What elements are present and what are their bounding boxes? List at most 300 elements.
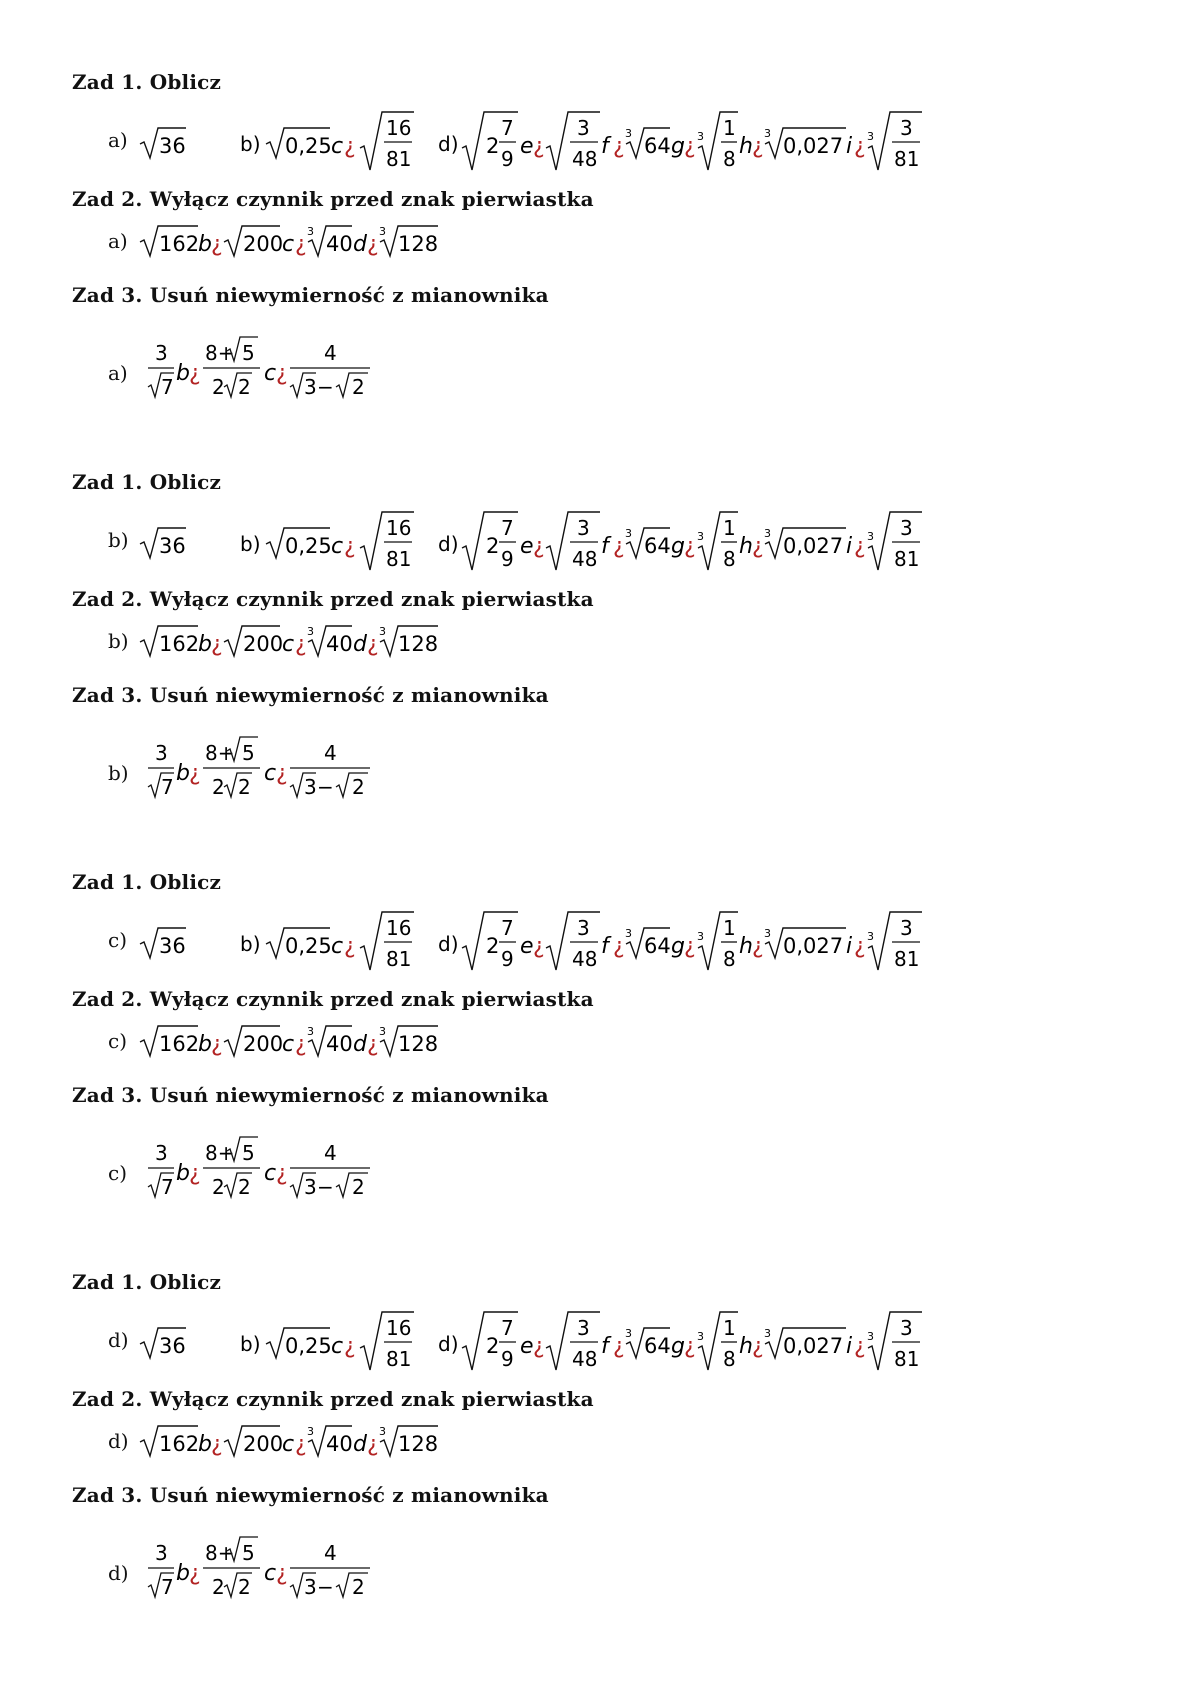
zad3-heading: Zad 3. Usuń niewymierność z mianownika xyxy=(72,1083,549,1107)
whole: 2 xyxy=(486,134,500,158)
letter-b: b xyxy=(176,1561,190,1586)
denominator-radicand: 2 xyxy=(238,375,251,399)
zad3-expressions xyxy=(146,735,506,805)
denominator-r2: 2 xyxy=(352,1575,365,1599)
sqrt-16-over-81 xyxy=(360,512,414,571)
cbrt-3-over-81 xyxy=(867,1312,922,1371)
numerator-prefix: 8+ xyxy=(205,1541,235,1565)
sqrt-36 xyxy=(140,1328,186,1358)
item-label: b) xyxy=(108,528,129,552)
denominator: 81 xyxy=(386,947,412,971)
sqrt-0-25 xyxy=(266,928,332,958)
fraction-8-plus-sqrt5-over-2sqrt2 xyxy=(203,1137,260,1199)
denominator: 81 xyxy=(386,547,412,571)
numerator: 3 xyxy=(155,1541,168,1565)
item-label: b) xyxy=(108,761,129,785)
letter-d: d xyxy=(353,1032,367,1057)
item-label-b: b) xyxy=(240,532,261,556)
fraction-4-over-sqrt3-minus-sqrt2 xyxy=(290,741,370,799)
fraction-8-plus-sqrt5-over-2sqrt2 xyxy=(203,737,260,799)
zad3-expressions xyxy=(146,1535,506,1605)
numerator-radicand: 5 xyxy=(242,341,255,365)
zad1-expressions xyxy=(138,906,958,976)
denominator: 8 xyxy=(723,547,736,571)
numerator: 3 xyxy=(577,1316,590,1340)
sqrt-0-25 xyxy=(266,1328,332,1358)
item-label: c) xyxy=(108,1161,128,1185)
inverted-question-glyph: ¿ xyxy=(211,232,223,257)
item-label: d) xyxy=(108,1561,129,1585)
letter-e: e xyxy=(520,534,534,559)
denominator: 9 xyxy=(501,547,514,571)
letter-d: d xyxy=(353,632,367,657)
zad1-expressions xyxy=(138,1306,958,1376)
inverted-question-glyph: ¿ xyxy=(533,534,545,559)
sqrt-2-7-9 xyxy=(462,512,518,571)
denominator-r1: 3 xyxy=(304,1175,317,1199)
inverted-question-glyph: ¿ xyxy=(752,934,764,959)
numerator: 3 xyxy=(900,916,913,940)
denominator-coef: 2 xyxy=(212,375,225,399)
inverted-question-glyph: ¿ xyxy=(276,361,288,386)
whole: 2 xyxy=(486,934,500,958)
numerator: 4 xyxy=(324,1141,337,1165)
sqrt-2-7-9 xyxy=(462,912,518,971)
minus-sign: − xyxy=(317,775,334,799)
letter-f: f xyxy=(601,134,609,159)
inverted-question-glyph: ¿ xyxy=(684,534,696,559)
cbrt-64 xyxy=(625,127,671,158)
inverted-question-glyph: ¿ xyxy=(613,934,625,959)
denominator-radicand: 7 xyxy=(161,775,174,799)
numerator-prefix: 8+ xyxy=(205,341,235,365)
numerator: 3 xyxy=(900,1316,913,1340)
zad1-row xyxy=(108,106,1108,176)
inverted-question-glyph: ¿ xyxy=(211,1032,223,1057)
denominator-radicand: 2 xyxy=(238,1175,251,1199)
denominator: 9 xyxy=(501,1347,514,1371)
numerator: 4 xyxy=(324,741,337,765)
zad3-row xyxy=(108,1135,1108,1205)
zad2-row xyxy=(108,1422,1108,1492)
item-label: b) xyxy=(108,629,129,653)
zad3-heading: Zad 3. Usuń niewymierność z mianownika xyxy=(72,683,549,707)
denominator-r1: 3 xyxy=(304,375,317,399)
letter-b: b xyxy=(198,232,212,257)
inverted-question-glyph: ¿ xyxy=(684,1334,696,1359)
letter-i: i xyxy=(846,534,853,559)
inverted-question-glyph: ¿ xyxy=(344,134,356,159)
cbrt-1-over-8 xyxy=(697,1312,738,1371)
denominator: 9 xyxy=(501,147,514,171)
inverted-question-glyph: ¿ xyxy=(367,232,379,257)
cbrt-0-027 xyxy=(764,1327,846,1358)
denominator: 8 xyxy=(723,1347,736,1371)
cbrt-40 xyxy=(307,625,353,656)
item-label-b: b) xyxy=(240,132,261,156)
cbrt-128 xyxy=(379,1025,438,1056)
cbrt-1-over-8 xyxy=(697,912,738,971)
root-index: 3 xyxy=(307,225,314,238)
radicand: 64 xyxy=(644,1334,671,1358)
letter-b: b xyxy=(176,1161,190,1186)
letter-c: c xyxy=(331,134,344,159)
fraction-8-plus-sqrt5-over-2sqrt2 xyxy=(203,337,260,399)
denominator: 81 xyxy=(894,947,920,971)
root-index: 3 xyxy=(697,530,704,543)
cbrt-40 xyxy=(307,1025,353,1056)
letter-i: i xyxy=(846,1334,853,1359)
denominator: 9 xyxy=(501,947,514,971)
item-label-d: d) xyxy=(438,532,459,556)
sqrt-2-7-9 xyxy=(462,1312,518,1371)
sqrt-200 xyxy=(224,1026,283,1056)
root-index: 3 xyxy=(764,127,771,140)
inverted-question-glyph: ¿ xyxy=(295,232,307,257)
radicand: 200 xyxy=(243,1432,284,1456)
cbrt-3-over-81 xyxy=(867,912,922,971)
fraction-4-over-sqrt3-minus-sqrt2 xyxy=(290,341,370,399)
sqrt-162 xyxy=(140,626,199,656)
denominator: 81 xyxy=(894,547,920,571)
root-index: 3 xyxy=(379,225,386,238)
radicand: 128 xyxy=(398,232,439,256)
radicand: 162 xyxy=(159,232,200,256)
letter-c: c xyxy=(282,632,295,657)
inverted-question-glyph: ¿ xyxy=(189,761,201,786)
cbrt-64 xyxy=(625,1327,671,1358)
sqrt-162 xyxy=(140,226,199,256)
radicand: 0,25 xyxy=(285,1334,332,1358)
root-index: 3 xyxy=(307,1025,314,1038)
letter-c: c xyxy=(331,934,344,959)
root-index: 3 xyxy=(625,927,632,940)
letter-h: h xyxy=(739,934,753,959)
inverted-question-glyph: ¿ xyxy=(752,134,764,159)
numerator: 16 xyxy=(386,516,412,540)
letter-c: c xyxy=(264,1161,277,1186)
radicand: 36 xyxy=(159,134,186,158)
root-index: 3 xyxy=(867,530,874,543)
radicand: 40 xyxy=(326,1432,353,1456)
root-index: 3 xyxy=(697,1330,704,1343)
sqrt-36 xyxy=(140,528,186,558)
root-index: 3 xyxy=(379,1025,386,1038)
denominator-coef: 2 xyxy=(212,1575,225,1599)
letter-c: c xyxy=(282,232,295,257)
cbrt-3-over-81 xyxy=(867,112,922,171)
cbrt-40 xyxy=(307,1425,353,1456)
sqrt-2-7-9 xyxy=(462,112,518,171)
denominator: 81 xyxy=(894,1347,920,1371)
radicand: 200 xyxy=(243,1032,284,1056)
numerator: 3 xyxy=(155,741,168,765)
inverted-question-glyph: ¿ xyxy=(367,1032,379,1057)
sqrt-16-over-81 xyxy=(360,912,414,971)
sqrt-36 xyxy=(140,928,186,958)
numerator: 16 xyxy=(386,916,412,940)
zad2-row xyxy=(108,622,1108,692)
item-label: a) xyxy=(108,361,128,385)
sqrt-162 xyxy=(140,1426,199,1456)
letter-h: h xyxy=(739,1334,753,1359)
numerator: 3 xyxy=(900,116,913,140)
cbrt-128 xyxy=(379,225,438,256)
numerator-radicand: 5 xyxy=(242,741,255,765)
whole: 2 xyxy=(486,1334,500,1358)
denominator: 48 xyxy=(572,947,598,971)
item-label-d: d) xyxy=(438,932,459,956)
item-label: a) xyxy=(108,229,128,253)
item-label-d: d) xyxy=(438,1332,459,1356)
minus-sign: − xyxy=(317,1575,334,1599)
fraction-8-plus-sqrt5-over-2sqrt2 xyxy=(203,1537,260,1599)
cbrt-64 xyxy=(625,927,671,958)
zad3-expressions xyxy=(146,335,506,405)
numerator-radicand: 5 xyxy=(242,1541,255,1565)
zad2-expressions xyxy=(138,222,558,262)
denominator-r1: 3 xyxy=(304,775,317,799)
denominator-r2: 2 xyxy=(352,375,365,399)
root-index: 3 xyxy=(379,625,386,638)
denominator: 48 xyxy=(572,547,598,571)
radicand: 128 xyxy=(398,632,439,656)
inverted-question-glyph: ¿ xyxy=(613,1334,625,1359)
letter-b: b xyxy=(176,761,190,786)
numerator: 7 xyxy=(501,116,514,140)
letter-i: i xyxy=(846,934,853,959)
denominator-radicand: 7 xyxy=(161,1175,174,1199)
root-index: 3 xyxy=(764,927,771,940)
letter-i: i xyxy=(846,134,853,159)
denominator-r2: 2 xyxy=(352,1175,365,1199)
denominator: 8 xyxy=(723,147,736,171)
numerator-prefix: 8+ xyxy=(205,741,235,765)
inverted-question-glyph: ¿ xyxy=(533,134,545,159)
numerator: 3 xyxy=(577,116,590,140)
numerator: 4 xyxy=(324,1541,337,1565)
inverted-question-glyph: ¿ xyxy=(276,761,288,786)
numerator-radicand: 5 xyxy=(242,1141,255,1165)
letter-g: g xyxy=(671,934,685,959)
radicand: 0,25 xyxy=(285,534,332,558)
zad1-heading: Zad 1. Oblicz xyxy=(72,70,222,94)
minus-sign: − xyxy=(317,1175,334,1199)
numerator: 16 xyxy=(386,1316,412,1340)
sqrt-3-over-48 xyxy=(546,112,600,171)
letter-c: c xyxy=(331,534,344,559)
root-index: 3 xyxy=(625,127,632,140)
numerator: 3 xyxy=(577,916,590,940)
radicand: 128 xyxy=(398,1032,439,1056)
denominator: 81 xyxy=(386,1347,412,1371)
inverted-question-glyph: ¿ xyxy=(211,632,223,657)
fraction-4-over-sqrt3-minus-sqrt2 xyxy=(290,1541,370,1599)
inverted-question-glyph: ¿ xyxy=(189,1161,201,1186)
zad2-heading: Zad 2. Wyłącz czynnik przed znak pierwiastka xyxy=(72,987,594,1011)
numerator: 7 xyxy=(501,916,514,940)
numerator: 7 xyxy=(501,1316,514,1340)
sqrt-162 xyxy=(140,1026,199,1056)
radicand: 40 xyxy=(326,1032,353,1056)
inverted-question-glyph: ¿ xyxy=(854,934,866,959)
numerator: 3 xyxy=(155,1141,168,1165)
inverted-question-glyph: ¿ xyxy=(295,1032,307,1057)
exercise-set xyxy=(0,400,1200,800)
denominator: 81 xyxy=(386,147,412,171)
denominator-radicand: 2 xyxy=(238,1575,251,1599)
radicand: 162 xyxy=(159,1032,200,1056)
cbrt-3-over-81 xyxy=(867,512,922,571)
inverted-question-glyph: ¿ xyxy=(752,1334,764,1359)
zad1-row xyxy=(108,506,1108,576)
letter-b: b xyxy=(198,632,212,657)
numerator: 1 xyxy=(723,1316,736,1340)
item-label-d: d) xyxy=(438,132,459,156)
letter-g: g xyxy=(671,1334,685,1359)
radicand: 64 xyxy=(644,934,671,958)
sqrt-200 xyxy=(224,1426,283,1456)
radicand: 0,027 xyxy=(783,134,844,158)
letter-f: f xyxy=(601,534,609,559)
whole: 2 xyxy=(486,534,500,558)
letter-d: d xyxy=(353,1432,367,1457)
minus-sign: − xyxy=(317,375,334,399)
inverted-question-glyph: ¿ xyxy=(295,632,307,657)
sqrt-3-over-48 xyxy=(546,1312,600,1371)
cbrt-1-over-8 xyxy=(697,112,738,171)
sqrt-200 xyxy=(224,626,283,656)
denominator: 48 xyxy=(572,1347,598,1371)
sqrt-200 xyxy=(224,226,283,256)
letter-h: h xyxy=(739,134,753,159)
inverted-question-glyph: ¿ xyxy=(533,934,545,959)
letter-g: g xyxy=(671,134,685,159)
zad1-expressions xyxy=(138,106,958,176)
inverted-question-glyph: ¿ xyxy=(189,361,201,386)
root-index: 3 xyxy=(867,1330,874,1343)
root-index: 3 xyxy=(307,1425,314,1438)
zad2-row xyxy=(108,1022,1108,1092)
root-index: 3 xyxy=(625,1327,632,1340)
inverted-question-glyph: ¿ xyxy=(684,934,696,959)
numerator: 3 xyxy=(577,516,590,540)
inverted-question-glyph: ¿ xyxy=(533,1334,545,1359)
radicand: 0,027 xyxy=(783,934,844,958)
item-label: a) xyxy=(108,128,128,152)
fraction-3-over-sqrt7 xyxy=(148,341,174,399)
zad3-row xyxy=(108,1535,1108,1605)
inverted-question-glyph: ¿ xyxy=(854,534,866,559)
zad3-expressions xyxy=(146,1135,506,1205)
radicand: 162 xyxy=(159,632,200,656)
numerator: 3 xyxy=(900,516,913,540)
letter-c: c xyxy=(264,761,277,786)
numerator-prefix: 8+ xyxy=(205,1141,235,1165)
denominator: 81 xyxy=(894,147,920,171)
root-index: 3 xyxy=(625,527,632,540)
root-index: 3 xyxy=(697,130,704,143)
cbrt-0-027 xyxy=(764,927,846,958)
root-index: 3 xyxy=(764,527,771,540)
zad2-row xyxy=(108,222,1108,292)
cbrt-40 xyxy=(307,225,353,256)
inverted-question-glyph: ¿ xyxy=(344,534,356,559)
numerator: 1 xyxy=(723,516,736,540)
zad1-expressions xyxy=(138,506,958,576)
letter-e: e xyxy=(520,934,534,959)
zad1-heading: Zad 1. Oblicz xyxy=(72,470,222,494)
letter-e: e xyxy=(520,134,534,159)
root-index: 3 xyxy=(697,930,704,943)
zad2-expressions xyxy=(138,1422,558,1462)
sqrt-3-over-48 xyxy=(546,912,600,971)
item-label: d) xyxy=(108,1429,129,1453)
exercise-set xyxy=(0,0,1200,400)
zad3-heading: Zad 3. Usuń niewymierność z mianownika xyxy=(72,1483,549,1507)
denominator: 48 xyxy=(572,147,598,171)
letter-b: b xyxy=(198,1032,212,1057)
sqrt-0-25 xyxy=(266,128,332,158)
zad2-heading: Zad 2. Wyłącz czynnik przed znak pierwiastka xyxy=(72,187,594,211)
radicand: 0,027 xyxy=(783,534,844,558)
radicand: 40 xyxy=(326,232,353,256)
radicand: 36 xyxy=(159,934,186,958)
numerator: 7 xyxy=(501,516,514,540)
inverted-question-glyph: ¿ xyxy=(613,534,625,559)
exercise-set xyxy=(0,800,1200,1200)
letter-f: f xyxy=(601,934,609,959)
root-index: 3 xyxy=(307,625,314,638)
radicand: 64 xyxy=(644,534,671,558)
root-index: 3 xyxy=(867,130,874,143)
sqrt-16-over-81 xyxy=(360,1312,414,1371)
zad2-heading: Zad 2. Wyłącz czynnik przed znak pierwiastka xyxy=(72,587,594,611)
inverted-question-glyph: ¿ xyxy=(189,1561,201,1586)
zad3-row xyxy=(108,735,1108,805)
inverted-question-glyph: ¿ xyxy=(684,134,696,159)
letter-g: g xyxy=(671,534,685,559)
sqrt-0-25 xyxy=(266,528,332,558)
letter-f: f xyxy=(601,1334,609,1359)
zad1-heading: Zad 1. Oblicz xyxy=(72,1270,222,1294)
letter-b: b xyxy=(198,1432,212,1457)
inverted-question-glyph: ¿ xyxy=(367,632,379,657)
letter-c: c xyxy=(331,1334,344,1359)
inverted-question-glyph: ¿ xyxy=(854,1334,866,1359)
inverted-question-glyph: ¿ xyxy=(854,134,866,159)
radicand: 200 xyxy=(243,232,284,256)
zad1-heading: Zad 1. Oblicz xyxy=(72,870,222,894)
inverted-question-glyph: ¿ xyxy=(613,134,625,159)
denominator-radicand: 7 xyxy=(161,375,174,399)
radicand: 0,25 xyxy=(285,934,332,958)
radicand: 36 xyxy=(159,1334,186,1358)
letter-c: c xyxy=(264,361,277,386)
letter-c: c xyxy=(264,1561,277,1586)
radicand: 0,027 xyxy=(783,1334,844,1358)
item-label: d) xyxy=(108,1328,129,1352)
zad2-expressions xyxy=(138,622,558,662)
inverted-question-glyph: ¿ xyxy=(367,1432,379,1457)
denominator-coef: 2 xyxy=(212,1175,225,1199)
inverted-question-glyph: ¿ xyxy=(344,1334,356,1359)
cbrt-64 xyxy=(625,527,671,558)
inverted-question-glyph: ¿ xyxy=(295,1432,307,1457)
letter-d: d xyxy=(353,232,367,257)
radicand: 40 xyxy=(326,632,353,656)
exercise-set xyxy=(0,1200,1200,1600)
